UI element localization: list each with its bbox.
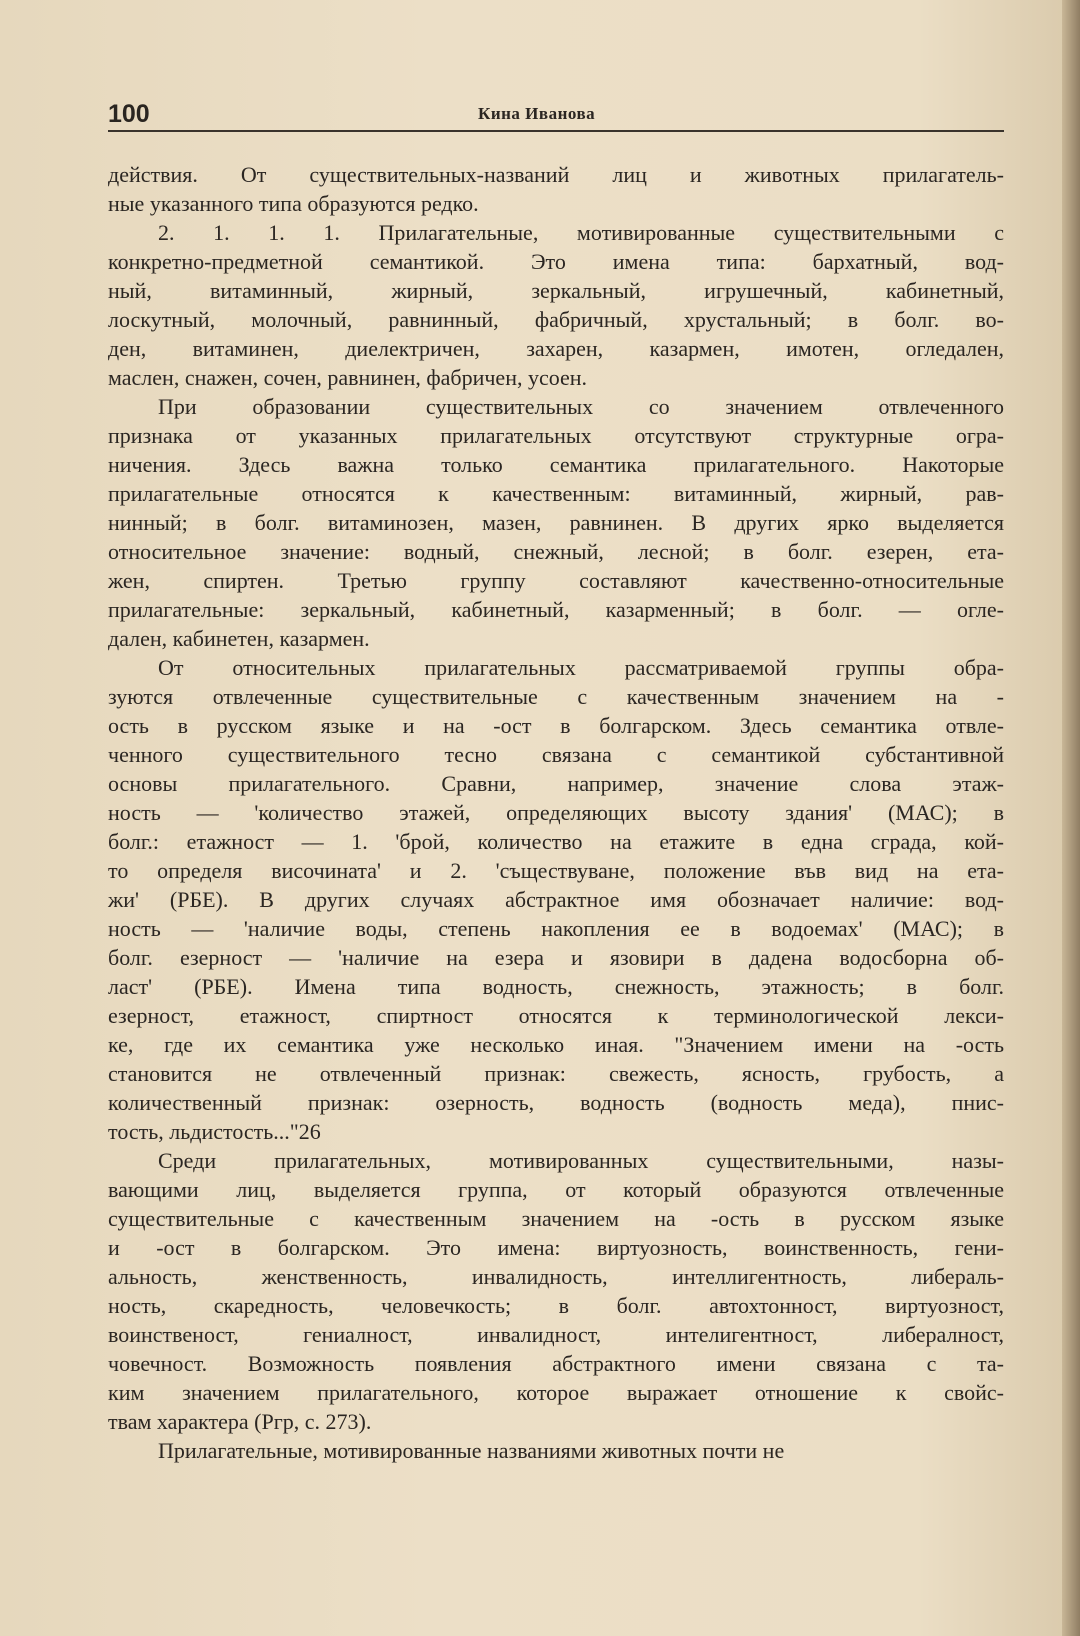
text-line: твам характера (Ргр, с. 273). [108,1409,372,1434]
text-line: количественный признак: озерность, водность (водность меда), пнис- [108,1090,1004,1115]
text-line: нинный; в болг. витаминозен, мазен, равнинен. В других ярко выделяется [108,510,1004,535]
page-gutter-shadow [1062,0,1080,1636]
text-line: признака от указанных прилагательных отсутствуют структурные огра- [108,423,1004,448]
text-line: вающими лиц, выделяется группа, от который образуются отвлеченные [108,1177,1004,1202]
text-line: При образовании существительных со значением отвлеченного [158,394,1004,419]
text-line: дален, кабинетен, казармен. [108,626,370,651]
text-line: относительное значение: водный, снежный, лесной; в болг. езерен, ета- [108,539,1004,564]
text-line: жи' (РБЕ). В других случаях абстрактное имя обозначает наличие: вод- [108,887,1004,912]
text-line: ность, скаредность, человечкость; в болг. автохтонност, виртуозност, [108,1293,1004,1318]
text-line: болг.: етажност — 1. 'брой, количество на етажите в една сграда, кой- [108,829,1004,854]
text-line: зуются отвлеченные существительные с качественным значением на - [108,684,1004,709]
text-line: болг. езерност — 'наличие на езера и язовири в дадена водосборна об- [108,945,1004,970]
text-line: прилагательные: зеркальный, кабинетный, казарменный; в болг. — огле- [108,597,1004,622]
text-line: ден, витаминен, диелектричен, захарен, казармен, имотен, огледален, [108,336,1004,361]
text-line: конкретно-предметной семантикой. Это имена типа: бархатный, вод- [108,249,1004,274]
header-rule [108,130,1004,132]
text-line: ность — 'наличие воды, степень накопления ее в водоемах' (МАС); в [108,916,1004,941]
text-line: ким значением прилагательного, которое выражает отношение к свойс- [108,1380,1004,1405]
text-line: Среди прилагательных, мотивированных существительными, назы- [158,1148,1004,1173]
text-line: прилагательные относятся к качественным: витаминный, жирный, рав- [108,481,1004,506]
text-line: човечност. Возможность появления абстрактного имени связана с та- [108,1351,1004,1376]
text-line: становится не отвлеченный признак: свежесть, ясность, грубость, а [108,1061,1004,1086]
text-line: ный, витаминный, жирный, зеркальный, игрушечный, кабинетный, [108,278,1004,303]
page-number: 100 [108,100,150,128]
text-line: Прилагательные, мотивированные названиями животных почти не [158,1438,785,1463]
text-line: лоскутный, молочный, равнинный, фабричный, хрустальный; в болг. во- [108,307,1004,332]
text-line: ность — 'количество этажей, определяющих высоту здания' (МАС); в [108,800,1004,825]
text-line: езерност, етажност, спиртност относятся к терминологической лекси- [108,1003,1004,1028]
page-header [108,100,1004,130]
text-line: ничения. Здесь важна только семантика прилагательного. Накоторые [108,452,1004,477]
text-line: ченного существительного тесно связана с семантикой субстантивной [108,742,1004,767]
text-line: и -ост в болгарском. Это имена: виртуозность, воинственность, гени- [108,1235,1004,1260]
text-line: основы прилагательного. Сравни, например, значение слова этаж- [108,771,1004,796]
text-line: то определя височината' и 2. 'съществуване, положение във вид на ета- [108,858,1004,883]
text-line: ные указанного типа образуются редко. [108,191,479,216]
text-line: воинственост, гениалност, инвалидност, интелигентност, либералност, [108,1322,1004,1347]
text-line: существительные с качественным значением на -ость в русском языке [108,1206,1004,1231]
text-line: альность, женственность, инвалидность, интеллигентность, либераль- [108,1264,1004,1289]
body-text [108,160,1004,1465]
text-line: ласт' (РБЕ). Имена типа водность, снежность, этажность; в болг. [108,974,1004,999]
running-head: Кина Иванова [478,104,596,123]
text-line: ость в русском языке и на -ост в болгарском. Здесь семантика отвле- [108,713,1004,738]
text-line: 2. 1. 1. 1. Прилагательные, мотивированные существительными с [158,220,1004,245]
text-line: маслен, снажен, сочен, равнинен, фабричен, усоен. [108,365,588,390]
text-line: ке, где их семантика уже несколько иная. "Значением имени на -ость [108,1032,1004,1057]
text-line: действия. От существительных-названий лиц и животных прилагатель- [108,162,1004,187]
text-line: жен, спиртен. Третью группу составляют качественно-относительные [108,568,1004,593]
text-line: тость, льдистость..."26 [108,1119,321,1144]
text-line: От относительных прилагательных рассматриваемой группы обра- [158,655,1004,680]
